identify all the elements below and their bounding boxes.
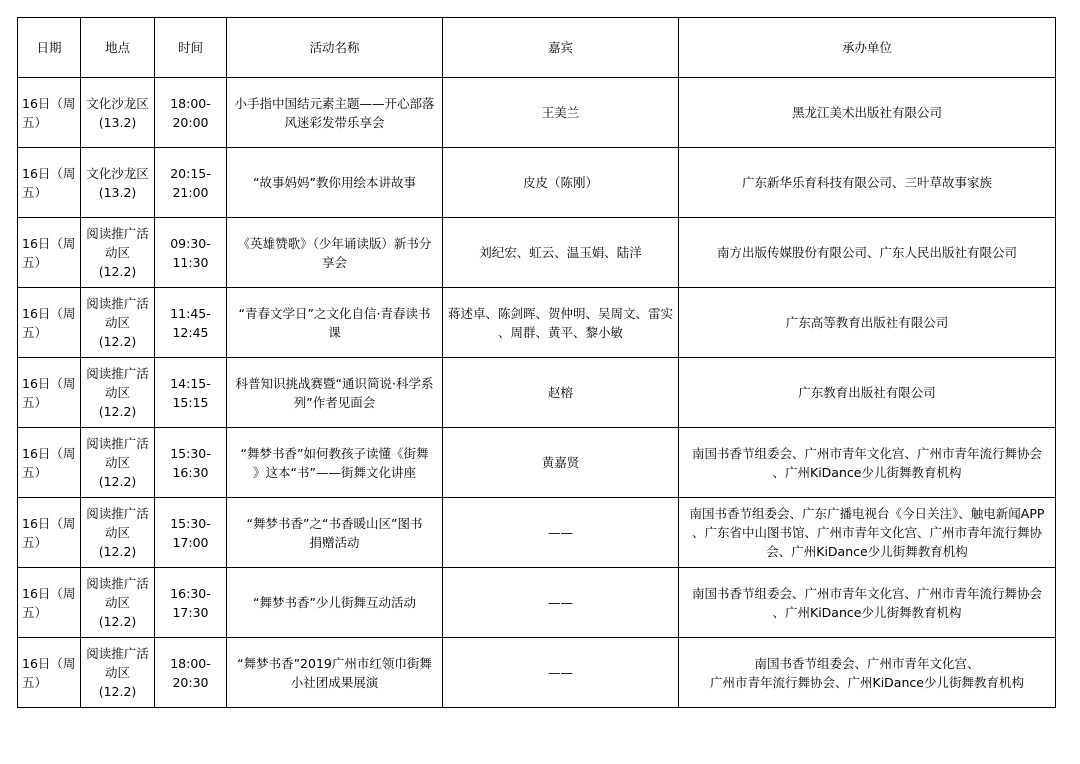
cell-date: 16日（周 五） xyxy=(18,428,81,498)
cell-organizer: 南国书香节组委会、广州市青年文化宫、广州市青年流行舞协会 、广州KiDance少儿街舞教育机构 xyxy=(679,568,1056,638)
cell-time: 20:15- 21:00 xyxy=(155,148,227,218)
cell-organizer: 广东教育出版社有限公司 xyxy=(679,358,1056,428)
cell-activity-name: 《英雄赞歌》（少年诵读版）新书分 享会 xyxy=(227,218,443,288)
header-row xyxy=(18,18,1056,78)
table-row xyxy=(18,638,1056,708)
cell-time: 16:30- 17:30 xyxy=(155,568,227,638)
table-row xyxy=(18,428,1056,498)
cell-organizer: 广东高等教育出版社有限公司 xyxy=(679,288,1056,358)
cell-time: 11:45- 12:45 xyxy=(155,288,227,358)
cell-activity-name: 小手指中国结元素主题——开心部落 风迷彩发带乐享会 xyxy=(227,78,443,148)
cell-place: 阅读推广活 动区 (12.2) xyxy=(81,428,155,498)
cell-guest: —— xyxy=(443,498,679,568)
cell-guest: 蒋述卓、陈剑晖、贺仲明、吴周文、雷实 、周群、黄平、黎小敏 xyxy=(443,288,679,358)
cell-place: 阅读推广活 动区 (12.2) xyxy=(81,288,155,358)
cell-time: 15:30- 16:30 xyxy=(155,428,227,498)
cell-time: 14:15- 15:15 xyxy=(155,358,227,428)
cell-guest: —— xyxy=(443,638,679,708)
cell-place: 文化沙龙区 (13.2) xyxy=(81,78,155,148)
cell-organizer: 南国书香节组委会、广州市青年文化宫、 广州市青年流行舞协会、广州KiDance少儿街舞教育机构 xyxy=(679,638,1056,708)
cell-place: 阅读推广活 动区 (12.2) xyxy=(81,638,155,708)
cell-place: 阅读推广活 动区 (12.2) xyxy=(81,218,155,288)
cell-guest: 王美兰 xyxy=(443,78,679,148)
header-place: 地点 xyxy=(81,18,155,78)
table-row xyxy=(18,78,1056,148)
cell-place: 阅读推广活 动区 (12.2) xyxy=(81,568,155,638)
cell-time: 09:30- 11:30 xyxy=(155,218,227,288)
table-row xyxy=(18,498,1056,568)
cell-organizer: 南方出版传媒股份有限公司、广东人民出版社有限公司 xyxy=(679,218,1056,288)
header-guest: 嘉宾 xyxy=(443,18,679,78)
table-row xyxy=(18,218,1056,288)
cell-date: 16日（周 五） xyxy=(18,358,81,428)
cell-date: 16日（周 五） xyxy=(18,568,81,638)
cell-date: 16日（周 五） xyxy=(18,498,81,568)
cell-organizer: 黑龙江美术出版社有限公司 xyxy=(679,78,1056,148)
table-row xyxy=(18,148,1056,218)
table-body xyxy=(18,78,1056,708)
event-schedule-table xyxy=(17,17,1056,708)
cell-activity-name: “故事妈妈”教你用绘本讲故事 xyxy=(227,148,443,218)
cell-organizer: 广东新华乐育科技有限公司、三叶草故事家族 xyxy=(679,148,1056,218)
header-activity-name: 活动名称 xyxy=(227,18,443,78)
table-row xyxy=(18,568,1056,638)
cell-place: 阅读推广活 动区 (12.2) xyxy=(81,498,155,568)
cell-activity-name: “青春文学日”之文化自信·青春读书 课 xyxy=(227,288,443,358)
cell-date: 16日（周 五） xyxy=(18,78,81,148)
cell-activity-name: “舞梦书香”少儿街舞互动活动 xyxy=(227,568,443,638)
table-row xyxy=(18,358,1056,428)
cell-date: 16日（周 五） xyxy=(18,148,81,218)
cell-date: 16日（周 五） xyxy=(18,638,81,708)
cell-activity-name: “舞梦书香”之“书香暖山区”图书 捐赠活动 xyxy=(227,498,443,568)
header-organizer: 承办单位 xyxy=(679,18,1056,78)
cell-guest: —— xyxy=(443,568,679,638)
cell-guest: 赵榕 xyxy=(443,358,679,428)
cell-time: 18:00- 20:00 xyxy=(155,78,227,148)
cell-organizer: 南国书香节组委会、广东广播电视台《今日关注》、触电新闻APP 、广东省中山图书馆、广州市青年文化宫、广州市青年流行舞协 会、广州KiDance少儿街舞教育机构 xyxy=(679,498,1056,568)
cell-date: 16日（周 五） xyxy=(18,218,81,288)
cell-time: 18:00- 20:30 xyxy=(155,638,227,708)
cell-activity-name: 科普知识挑战赛暨“通识简说·科学系 列”作者见面会 xyxy=(227,358,443,428)
cell-activity-name: “舞梦书香”2019广州市红领巾街舞 小社团成果展演 xyxy=(227,638,443,708)
cell-guest: 皮皮（陈刚） xyxy=(443,148,679,218)
table-row xyxy=(18,288,1056,358)
cell-place: 文化沙龙区 (13.2) xyxy=(81,148,155,218)
header-date: 日期 xyxy=(18,18,81,78)
table-header xyxy=(18,18,1056,78)
cell-activity-name: “舞梦书香”如何教孩子读懂《街舞 》这本“书”——街舞文化讲座 xyxy=(227,428,443,498)
cell-guest: 刘纪宏、虹云、温玉娟、陆洋 xyxy=(443,218,679,288)
cell-guest: 黄嘉贤 xyxy=(443,428,679,498)
cell-place: 阅读推广活 动区 (12.2) xyxy=(81,358,155,428)
cell-organizer: 南国书香节组委会、广州市青年文化宫、广州市青年流行舞协会 、广州KiDance少儿街舞教育机构 xyxy=(679,428,1056,498)
cell-time: 15:30- 17:00 xyxy=(155,498,227,568)
cell-date: 16日（周 五） xyxy=(18,288,81,358)
header-time: 时间 xyxy=(155,18,227,78)
